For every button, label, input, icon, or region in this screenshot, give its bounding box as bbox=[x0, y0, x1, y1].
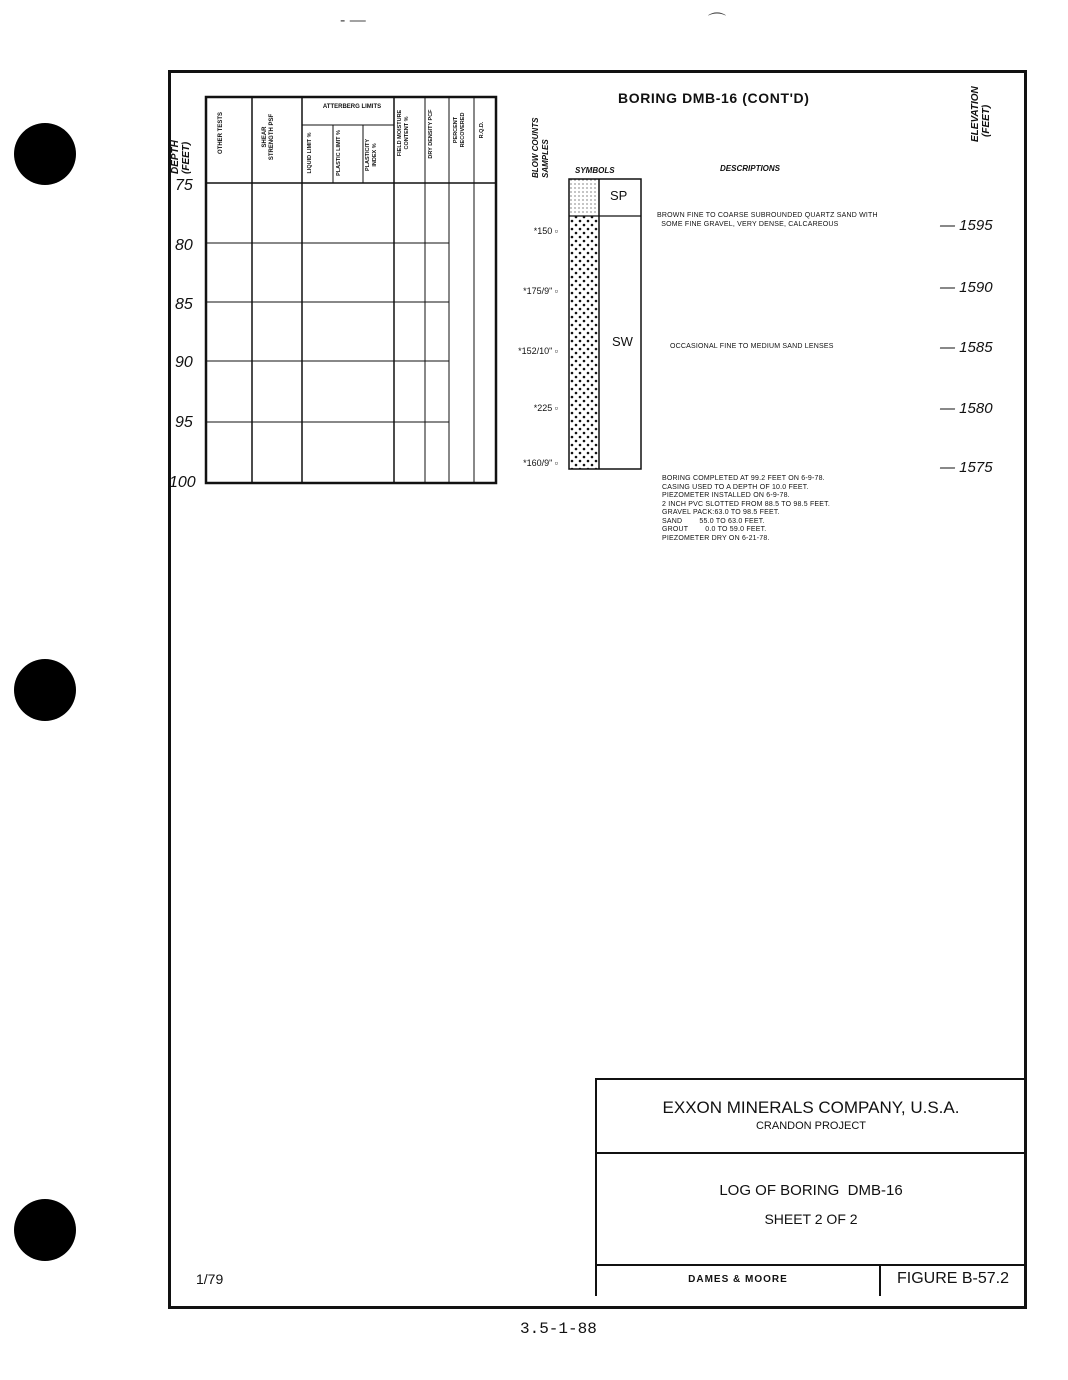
header-percent-recovered: PERCENT RECOVERED bbox=[453, 112, 466, 148]
blow-count: *175/9" ▫ bbox=[523, 286, 558, 296]
elevation-tick: — 1595 bbox=[940, 217, 993, 234]
blow-counts-line2: SAMPLES bbox=[541, 139, 550, 178]
elevation-label-line2: (FEET) bbox=[981, 104, 992, 137]
elevation-label-line1: ELEVATION bbox=[970, 86, 981, 142]
blow-counts-label bbox=[531, 118, 551, 178]
soil-symbol-column bbox=[566, 175, 642, 473]
depth-tick: 75 bbox=[175, 177, 193, 194]
blow-count: *152/10" ▫ bbox=[518, 346, 558, 356]
blow-count: *225 ▫ bbox=[533, 403, 558, 413]
description-lenses: OCCASIONAL FINE TO MEDIUM SAND LENSES bbox=[670, 343, 834, 350]
header-shear-strength: SHEAR STRENGTH PSF bbox=[262, 113, 275, 161]
header-plasticity-index: PLASTICITY INDEX % bbox=[365, 138, 378, 172]
soil-unit-sw: SW bbox=[612, 334, 633, 349]
elevation-tick: — 1585 bbox=[940, 339, 993, 356]
depth-tick: 90 bbox=[175, 354, 193, 371]
depth-axis-label bbox=[170, 140, 192, 174]
punch-hole-top bbox=[14, 123, 76, 185]
depth-label-line1: DEPTH bbox=[170, 140, 181, 174]
description-completion-notes: BORING COMPLETED AT 99.2 FEET ON 6-9-78. CASING USED TO A DEPTH OF 10.0 FEET. PIEZOMETER INSTALLED ON 6-9-78. 2 INCH PVC SLOTTED FROM 88.5 TO 98.5 FEET. GRAVEL PACK:63.0 TO 98.5 FEET. SAND 55.0 TO 63.0 FEET. GROUT 0.0 TO 59.0 FEET. PIEZOMETER DRY ON 6-21-78. bbox=[662, 475, 831, 542]
header-rqd: R.Q.D. bbox=[479, 121, 485, 139]
header-atterberg: ATTERBERG LIMITS bbox=[322, 104, 382, 110]
elevation-tick: — 1590 bbox=[940, 279, 993, 296]
elevation-tick: — 1575 bbox=[940, 459, 993, 476]
blow-count: *160/9" ▫ bbox=[523, 458, 558, 468]
punch-hole-middle bbox=[14, 659, 76, 721]
description-sand: BROWN FINE TO COARSE SUBROUNDED QUARTZ SAND WITH SOME FINE GRAVEL, VERY DENSE, CALCAREOUS bbox=[657, 212, 878, 228]
title-block bbox=[595, 1078, 1025, 1296]
company-name: EXXON MINERALS COMPANY, U.S.A. bbox=[662, 1098, 960, 1117]
header-plastic-limit: PLASTIC LIMIT % bbox=[336, 130, 342, 176]
elevation-tick: — 1580 bbox=[940, 400, 993, 417]
soil-unit-sp: SP bbox=[610, 188, 628, 203]
blow-counts-column bbox=[480, 222, 558, 472]
page-number: 3.5-1-88 bbox=[520, 1320, 597, 1338]
blow-count: *150 ▫ bbox=[533, 226, 558, 236]
log-title: LOG OF BORING DMB-16 bbox=[719, 1182, 903, 1199]
header-liquid-limit: LIQUID LIMIT % bbox=[307, 132, 313, 174]
header-other-tests: OTHER TESTS bbox=[218, 112, 224, 155]
symbols-label: SYMBOLS bbox=[575, 166, 615, 175]
depth-label-line2: (FEET) bbox=[181, 141, 192, 174]
depth-tick: 95 bbox=[175, 414, 193, 431]
sheet-number: SHEET 2 OF 2 bbox=[764, 1211, 858, 1227]
drawing-date: 1/79 bbox=[196, 1271, 224, 1287]
punch-hole-bottom bbox=[14, 1199, 76, 1261]
header-dry-density: DRY DENSITY PCF bbox=[428, 109, 434, 159]
elevation-axis-label bbox=[970, 86, 992, 142]
header-field-moisture: FIELD MOISTURE CONTENT % bbox=[397, 109, 410, 157]
boring-title: BORING DMB-16 (CONT'D) bbox=[618, 90, 810, 106]
depth-tick: 100 bbox=[169, 474, 196, 491]
depth-tick: 85 bbox=[175, 296, 193, 313]
descriptions-label: DESCRIPTIONS bbox=[720, 164, 781, 173]
blow-counts-line1: BLOW COUNTS bbox=[531, 117, 540, 178]
top-mark-right: ⌒ bbox=[708, 12, 726, 32]
figure-number: FIGURE B-57.2 bbox=[896, 1270, 1010, 1287]
depth-tick: 80 bbox=[175, 237, 193, 254]
firm-name: DAMES & MOORE bbox=[688, 1274, 788, 1285]
project-name: CRANDON PROJECT bbox=[755, 1120, 866, 1132]
top-mark-left: - — bbox=[340, 12, 366, 29]
